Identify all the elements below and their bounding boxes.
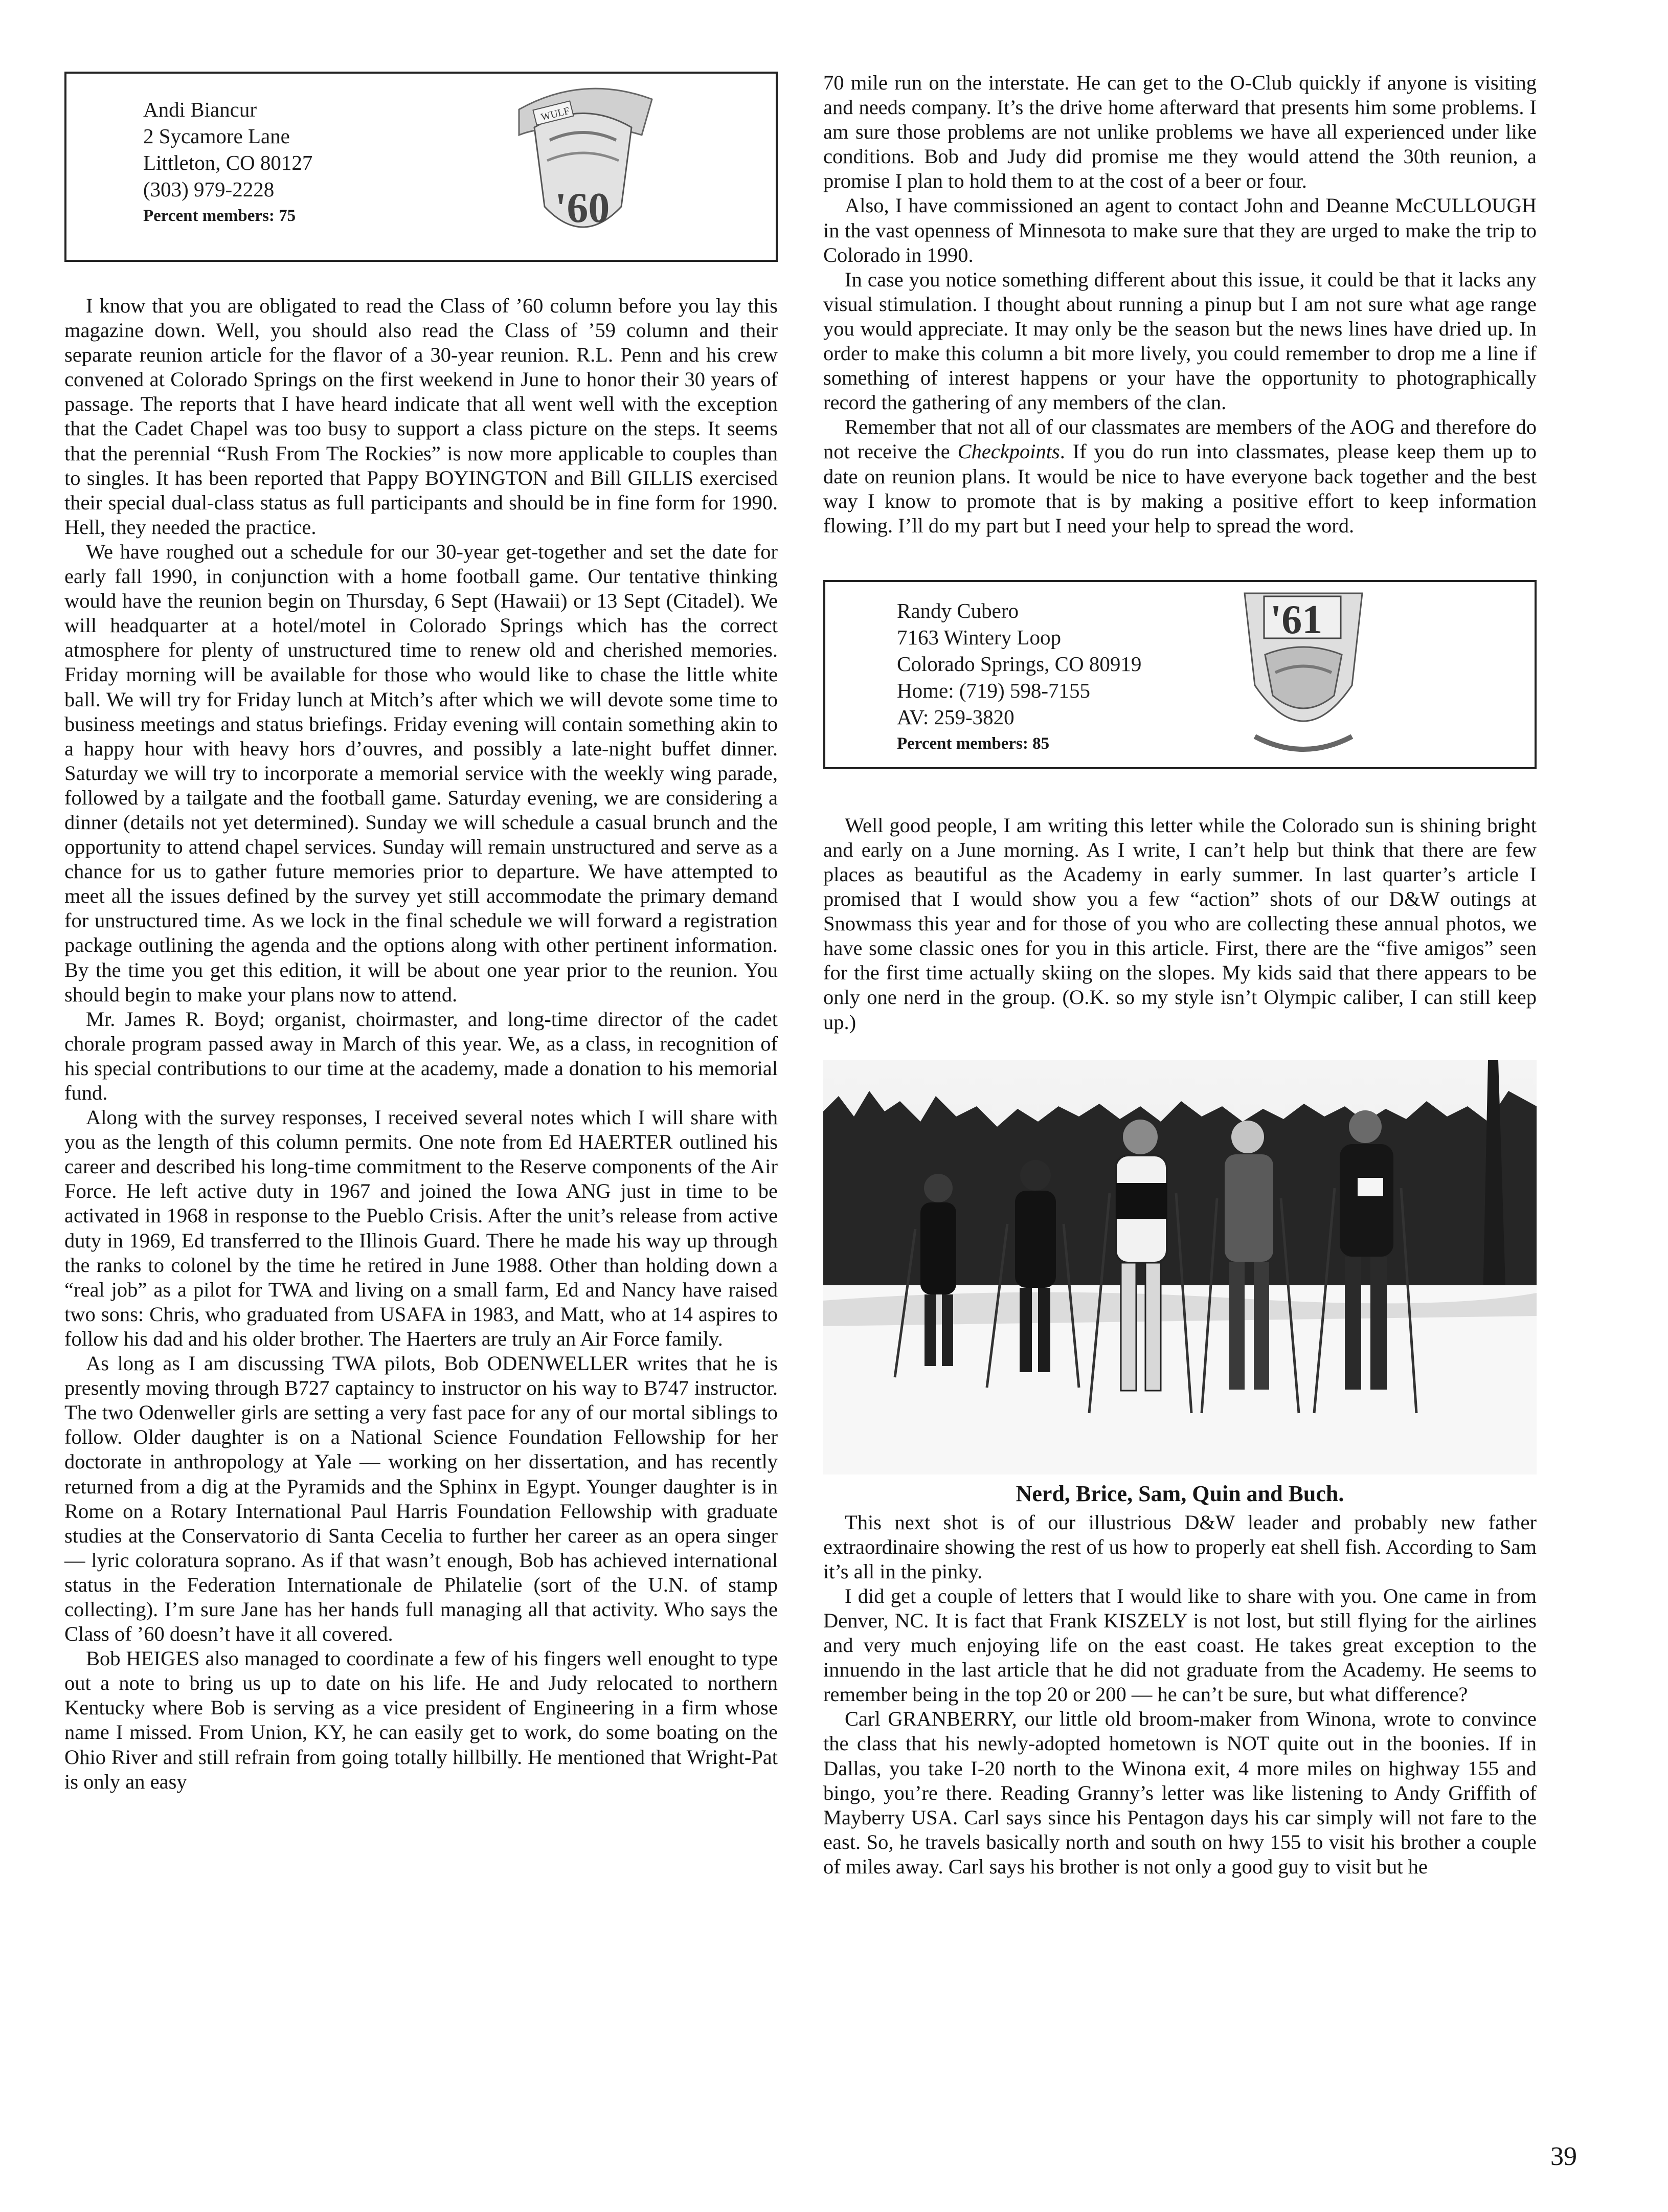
crest-year: '60 (555, 184, 610, 232)
article-paragraph: Bob HEIGES also managed to coordinate a few of his fingers well enought to type out a note to bring us up to date on his life. He and Judy relocated to northern Kentucky where Bob is serving as a vice president of Engineering in a firm whose name I missed. From Union, KY, he can easily get to work, do some boating on the Ohio River and still refrain from going totally hillbilly. He mentioned that Wright-Pat is only an easy (64, 1647, 778, 1793)
percent-members: Percent members: 75 (143, 207, 296, 225)
article-paragraph: Also, I have commissioned an agent to contact John and Deanne McCULLOUGH in the vast openness of Minnesota to make sure that they are urged to make the trip to Colorado in 1990. (823, 194, 1537, 266)
article-paragraph: Carl GRANBERRY, our little old broom-maker from Winona, wrote to convince the class that his newly-adopted hometown is NOT quite out in the boonies. If in Dallas, you take I-20 north to the Winona exit, 4 more miles on highway 155 and bingo, you’re there. Reading Granny’s letter was like listening to Andy Griffith of Mayberry USA. Carl says since his Pentagon days his car simply will not fare to the east. So, he travels basically north and south on hwy 155 to visit his brother a couple of miles away. Carl says his brother is not only a good guy to visit but he (823, 1707, 1537, 1878)
article-paragraph: Along with the survey responses, I received several notes which I will share with you as the length of this column permits. One note from Ed HAERTER outlined his career and described his long-time commitment to the Reserve components of the Air Force. He left active duty in 1967 and joined the Iowa ANG just in time to be activated in 1968 in response to the Pueblo Crisis. After the unit’s release from active duty in 1969, Ed transferred to the Illinois Guard. There he made his way up through the ranks to colonel by the time he retired in June 1988. Other than holding down a “real job” as a pilot for TWA and living on a small farm, Ed and Nancy have raised two sons: Chris, who graduated from USAFA in 1983, and Matt, who at 14 aspires to follow his dad and his older brother. The Haerters are truly an Air Force family. (64, 1106, 778, 1350)
article-paragraph: We have roughed out a schedule for our 30-year get-together and set the date for early fall 1990, in conjunction with a home football game. Our tentative thinking would have the reunion begin on Thursday, 6 Sept (Hawaii) or 13 Sept (Citadel). We will headquarter at a hotel/motel in Colorado Springs which has the correct atmosphere for plenty of unstructured time to renew old and cherished memories. Friday morning will be available for those who would like to chase the little white ball. We will try for Friday lunch at Mitch’s after which we will devote some time to business meetings and status briefings. Friday evening will contain something akin to a happy hour with heavy hors d’ouvres, and possibly a late-night buffet dinner. Saturday we will try to incorporate a memorial service with the weekly wing parade, followed by a tailgate and the football game. Saturday evening, we are considering a dinner (details not yet determined). Sunday we will schedule a casual brunch and the opportunity to attend chapel services. Sunday will remain unstructured and serve as a chance for us to gather future memories prior to departure. We have attempted to meet all the issues defined by the survey yet still accommodate the primary demand for unstructured time. As we lock in the final schedule we will forward a registration package outlining the agenda and the options along with other pertinent information. By the time you get this edition, it will be about one year prior to the reunion. You should begin to make your plans now to attend. (64, 540, 778, 1006)
article-paragraph: Mr. James R. Boyd; organist, choirmaster, and long-time director of the cadet chorale program passed away in March of this year. We, as a class, in recognition of his special contributions to our time at the academy, made a donation to his memorial fund. (64, 1007, 778, 1104)
class-1960-contact-box (64, 72, 778, 262)
crest-label: '61 (1270, 597, 1323, 642)
article-paragraph: This next shot is of our illustrious D&W leader and probably new father extraordinaire showing the rest of us how to properly eat shell fish. According to Sam it’s all in the pinky. (823, 1510, 1537, 1583)
article-paragraph: I did get a couple of letters that I would like to share with you. One came in from Denver, NC. It is fact that Frank KISZELY is not lost, but still flying for the airlines and very much enjoying life on the east coast. He takes great exception to the innuendo in the last article that he did not graduate from the Academy. He seems to remember being in the top 20 or 200 — he can’t be sure, but what difference? (823, 1584, 1537, 1706)
contact-city: Colorado Springs, CO 80919 (897, 652, 1142, 676)
checkpoints-before: Remember that not all of our classmates are members of the AOG and therefore do not receive the (823, 415, 1537, 463)
class-1961-article-continued (823, 1510, 1537, 1879)
contact-phone: (303) 979-2228 (143, 177, 275, 201)
left-column (64, 72, 778, 1794)
class-1960-article-continued (823, 71, 1537, 538)
class-1961-contact-box (823, 580, 1537, 769)
ski-group-photo (823, 1060, 1537, 1474)
contact-name: Randy Cubero (897, 598, 1019, 622)
article-paragraph: Well good people, I am writing this letter while the Colorado sun is shining bright and early on a June morning. As I write, I can’t help but think that there are few places as beautiful as the Academy in early summer. In last quarter’s article I promised that I would show you a few “action” shots of our D&W outings at Snowmass this year and for those of you who are collecting these annual photos, we have some classic ones for you in this article. First, there are the “five amigos” seen for the first time actually skiing on the slopes. My kids said that there appears to be only one nerd in the group. (O.K. so my style isn’t Olympic caliber, I can still keep up.) (823, 813, 1537, 1034)
article-paragraph: I know that you are obligated to read the Class of ’60 column before you lay this magazine down. Well, you should also read the Class of ’59 column and their separate reunion article for the flavor of a 30-year reunion. R.L. Penn and his crew convened at Colorado Springs on the first weekend in June to honor their 30 years of passage. The reports that I have heard indicate that all went well with the exception that the Cadet Chapel was too busy to support a class picture on the steps. It seems that the perennial “Rush From The Rockies” is now more applicable to couples than to singles. It has been reported that Pappy BOYINGTON and Bill GILLIS exercised their special dual-class status as full participants and should be in fine form for 1990. Hell, they needed the practice. (64, 294, 778, 539)
checkpoints-title: Checkpoints (957, 440, 1060, 463)
checkpoints-after: . If you do run into classmates, please keep them up to date on reunion plans. It would be nice to have everyone back together and the best way I know to promote that is by making a positive effort to keep information flowing. I’ll do my part but I need your help to spread the word. (823, 440, 1537, 537)
contact-street: 7163 Wintery Loop (897, 625, 1061, 649)
article-paragraph: 70 mile run on the interstate. He can get to the O-Club quickly if anyone is visiting and needs company. It’s the drive home afterward that presents him some problems. I am sure those problems are not unlike problems we have all experienced under like conditions. Bob and Judy did promise me they would attend the 30th reunion, a promise I plan to hold them to at the cost of a beer or four. (823, 71, 1537, 193)
contact-home-phone: Home: (719) 598-7155 (897, 678, 1091, 702)
article-paragraph: In case you notice something different about this issue, it could be that it lacks any visual stimulation. I thought about running a pinup but I am not sure what age range you would appreciate. It may only be the season but the news lines have dried up. In order to make this column a bit more lively, you could remember to drop me a line if something of interest happens or your have the opportunity to photographically record the gathering of any members of the clan. (823, 267, 1537, 414)
page-number: 39 (1550, 2142, 1577, 2171)
class-1960-article (64, 294, 778, 1794)
class-1961-article (823, 813, 1537, 1035)
class-1961-crest-image (1234, 583, 1372, 765)
right-column (823, 71, 1537, 1879)
article-paragraph (823, 415, 1537, 538)
class-1960-crest-image (499, 79, 667, 255)
ski-photo-illustration (823, 1060, 1537, 1474)
percent-members: Percent members: 85 (897, 734, 1050, 753)
contact-city: Littleton, CO 80127 (143, 151, 313, 174)
photo-caption: Nerd, Brice, Sam, Quin and Buch. (1016, 1481, 1344, 1506)
contact-name: Andi Biancur (143, 98, 257, 121)
contact-street: 2 Sycamore Lane (143, 124, 290, 148)
crest-label: WULF (539, 105, 571, 123)
contact-av-phone: AV: 259-3820 (897, 705, 1015, 729)
article-paragraph: As long as I am discussing TWA pilots, Bob ODENWELLER writes that he is presently moving through B727 captaincy to instructor on his way to B747 instructor. The two Odenweller girls are setting a very fast pace for any of our mortal siblings to follow. Older daughter is on a National Science Foundation Fellowship for her doctorate in anthropology at Yale — working on her dissertation, and has recently returned from a dig at the Pyramids and the Sphinx in Egypt. Younger daughter is in Rome on a Rotary International Paul Harris Foundation Fellowship with graduate studies at the Conservatorio di Santa Cecelia to further her career as an opera singer — lyric coloratura soprano. As if that wasn’t enough, Bob has achieved international status in the Federation Internationale de Philatelie (sort of the U.N. of stamp collecting). I’m sure Jane has her hands full managing all that activity. Who says the Class of ’60 doesn’t have it all covered. (64, 1352, 778, 1646)
